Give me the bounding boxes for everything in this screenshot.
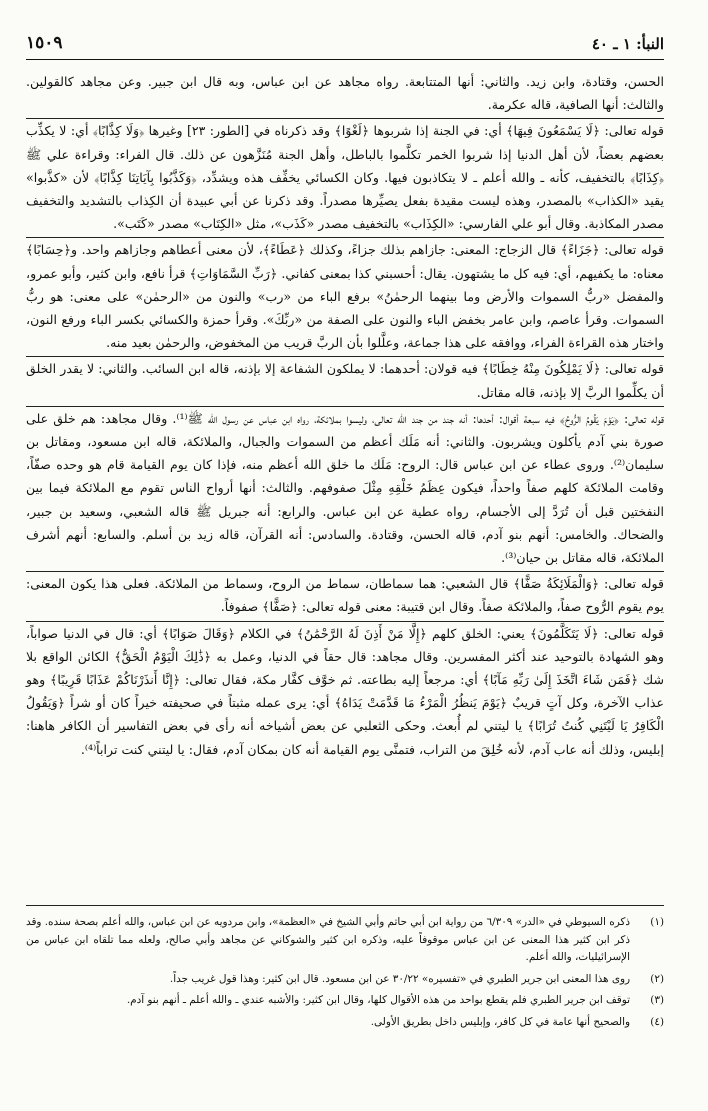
page-header (26, 22, 664, 60)
commentary-body (26, 70, 664, 761)
page-number: ١٥٠٩ (26, 33, 63, 53)
running-title: النبأ: ١ ـ ٤٠ (591, 35, 664, 53)
footnote: (١) ذكره السيوطي في «الدر» ٦/٣٠٩ من رواية ابن أبي حاتم وأبي الشيخ في «العظمة»، وابن مردويه عن ابن عباس، والله أعلم بصحة سنده. وقد ذكر ابن كثير هذا المعنى عن ابن عباس موقوفاً عليه، وذكره ابن كثير والشوكاني عن مجاهد وأبي صالح، ولعله مما تلقاه ابن عباس من الإسرائيليات، والله أعلم. (26, 916, 664, 964)
footnote: (٤) والصحيح أنها عامة في كل كافر، وإبليس داخل بطريق الأولى. (370, 1015, 664, 1028)
paragraph: قوله تعالى: ﴿جَزَاءً﴾ قال الزجاج: المعنى: جازاهم بذلك جزاءً، وكذلك ﴿عَطَاءً﴾، لأن معنى أعطاهم وجازاهم واحد. و﴿حِسَابًا﴾ معناه: ما يكفيهم، أي: فيه كل ما يشتهون. يقال: أحسبني كذا بمعنى كفاني. ﴿رَبِّ السَّمَاوَاتِ﴾ قرأ نافع، وابن كثير، وأبو عمرو، والمفضل «ربُّ السموات والأرض وما بينهما الرحمٰنُ» برفع الباء من «رب» والنون من «الرحمٰن» على معنى: هو ربُّ السموات. وقرأ عاصم، وابن عامر بخفض الباء والنون على الصفة من «ربِّكَ». وقرأ حمزة والكسائي بكسر الباء ورفع النون، واختار هذه القراءة الفراء، ووافقه على هذا جماعة، وعلَّلوا بأن الربَّ قريب من المخفوض، والرحمٰن بعيد منه. (26, 242, 664, 351)
paragraph: الحسن، وقتادة، وابن زيد. والثاني: أنها المتتابعة. رواه مجاهد عن ابن عباس، وبه قال ابن جبير. وعن مجاهد كالقولين. والثالث: أنها الصافية، قاله عكرمة. (26, 74, 664, 113)
paragraph: قوله تعالى: ﴿يَوْمَ يَقُومُ الرُّوحُ﴾ فيه سبعة أقوال: أحدها: أنه جند من جند الله تعالى، وليسوا بملائكة، رواه ابن عباس عن رسول الله ﷺ⁽¹⁾. وقال مجاهد: هم خلق على صورة بني آدم يأكلون ويشربون. والثاني: أنه مَلَك أعظم من السموات والجبال، والملائكة، قاله ابن مسعود، ومقاتل بن سليمان⁽²⁾. وروى عطاء عن ابن عباس قال: الروح: مَلَك ما خلق الله أعظم منه، فإذا كان يوم القيامة قام هو وحده صفّاً، وقامت الملائكة كلهم صفاً واحداً، فيكون عِظَمُ خَلْقِهِ مِثْلَ صفوفهم. والثالث: أنها أرواح الناس تقوم مع الملائكة فيما بين النفختين قبل أن تُرَدَّ إلى الأجسام، رواه عطية عن ابن عباس. والرابع: أنه جبريل ﷺ قاله الشعبي، وسعيد بن جبير، والضحاك. والخامس: أنهم بنو آدم، قاله الحسن، وقتادة. والسادس: أنه القرآن، قاله زيد بن أسلم. والسابع: أنهم أشرف الملائكة، قاله مقاتل بن حيان⁽³⁾. (26, 410, 664, 566)
footnotes (26, 905, 664, 1036)
paragraph: قوله تعالى: ﴿لَا يَمْلِكُونَ مِنْهُ خِطَابًا﴾ فيه قولان: أحدهما: لا يملكون الشفاعة إلا بإذنه، قاله ابن السائب. والثاني: لا يقدر الخلق أن يكلِّموا الربَّ إلا بإذنه، قاله مقاتل. (26, 361, 664, 400)
footnote: (٢) روى هذا المعنى ابن جرير الطبري في «تفسيره» ٣٠/٢٢ عن ابن مسعود. قال ابن كثير: وهذا قول غريب جداً. (169, 972, 664, 985)
paragraph: قوله تعالى: ﴿وَالْمَلَائِكَةُ صَفًّا﴾ قال الشعبي: هما سماطان، سماط من الروح، وسماط من الملائكة. فعلى هذا يكون المعنى: يوم يقوم الرُّوح صفاً، والملائكة صفاً. وقال ابن قتيبة: معنى قوله تعالى: ﴿صَفًّا﴾ صفوفاً. (26, 576, 664, 615)
paragraph: قوله تعالى: ﴿لَا يَتَكَلَّمُونَ﴾ يعني: الخلق كلهم ﴿إِلَّا مَنْ أَذِنَ لَهُ الرَّحْمَٰنُ﴾ في الكلام ﴿وَقَالَ صَوَابًا﴾ أي: قال في الدنيا صواباً، وهو الشهادة بالتوحيد عند أكثر المفسرين. وقال مجاهد: قال حقاً في الدنيا، وعمل به ﴿ذَٰلِكَ الْيَوْمُ الْحَقُّ﴾ الكائن الواقع بلا شك ﴿فَمَن شَاءَ اتَّخَذَ إِلَىٰ رَبِّهِ مَآبًا﴾ أي: مرجعاً إليه بطاعته. ثم خوَّف كفَّار مكة، فقال تعالى: ﴿إِنَّا أَنذَرْنَاكُمْ عَذَابًا قَرِيبًا﴾ وهو عذاب الآخرة، وكل آتٍ قريبٌ ﴿يَوْمَ يَنظُرُ الْمَرْءُ مَا قَدَّمَتْ يَدَاهُ﴾ أي: يرى عمله مثبتاً في صحيفته خيراً كان أو شراً ﴿وَيَقُولُ الْكَافِرُ يَا لَيْتَنِي كُنتُ تُرَابًا﴾ يا ليتني لم أُبعث. وحكى الثعلبي عن بعض أشياخه أنه رأى في بعض التفاسير أن الكافر هاهنا: إبليس، وذلك أنه عاب آدم، لأنه خُلِقَ من التراب، فتمنَّى يوم القيامة أنه كان بمكان آدم، فقال: يا ليتني كنت تراباً⁽⁴⁾. (26, 625, 664, 757)
paragraph: قوله تعالى: ﴿لَا يَسْمَعُونَ فِيهَا﴾ أي: في الجنة إذا شربوها ﴿لَغْوًا﴾ وقد ذكرناه في [الطور: ٢٣] وغيرها ﴿وَلَا كِذَّابًا﴾ أي: لا يكذِّب بعضهم بعضاً، لأن أهل الدنيا إذا شربوا الخمر تكلَّموا بالباطل، وأهل الجنة مُنَزَّهون عن ذلك. قال الفراء: وقراءة علي ﷺ ﴿كِذَابًا﴾ بالتخفيف، كأنه ـ والله أعلم ـ لا يتكاذبون فيها. وكان الكسائي يخفِّف هذه ويشدِّد، ﴿وَكَذَّبُوا بِآيَاتِنَا كِذَّابًا﴾ لأن «كذَّبوا» يقيد «الكذاب» بالمصدر، وهذه ليست مقيدة بفعل يصيِّرها مصدراً. وقد ذكرنا عن أبي عبيدة أن الكِذاب بالتشديد والتخفيف مصدر المكاذبة. وقال أبو علي الفارسي: «الكِذَاب» بالتخفيف مصدر «كَذَب»، مثل «الكِتَاب» مصدر «كَتَب». (26, 123, 665, 232)
footnote: (٣) توقف ابن جرير الطبري فلم يقطع بواحد من هذه الأقوال كلها، وقال ابن كثير: والأشبه عندي ـ والله أعلم ـ أنهم بنو آدم. (126, 994, 664, 1007)
